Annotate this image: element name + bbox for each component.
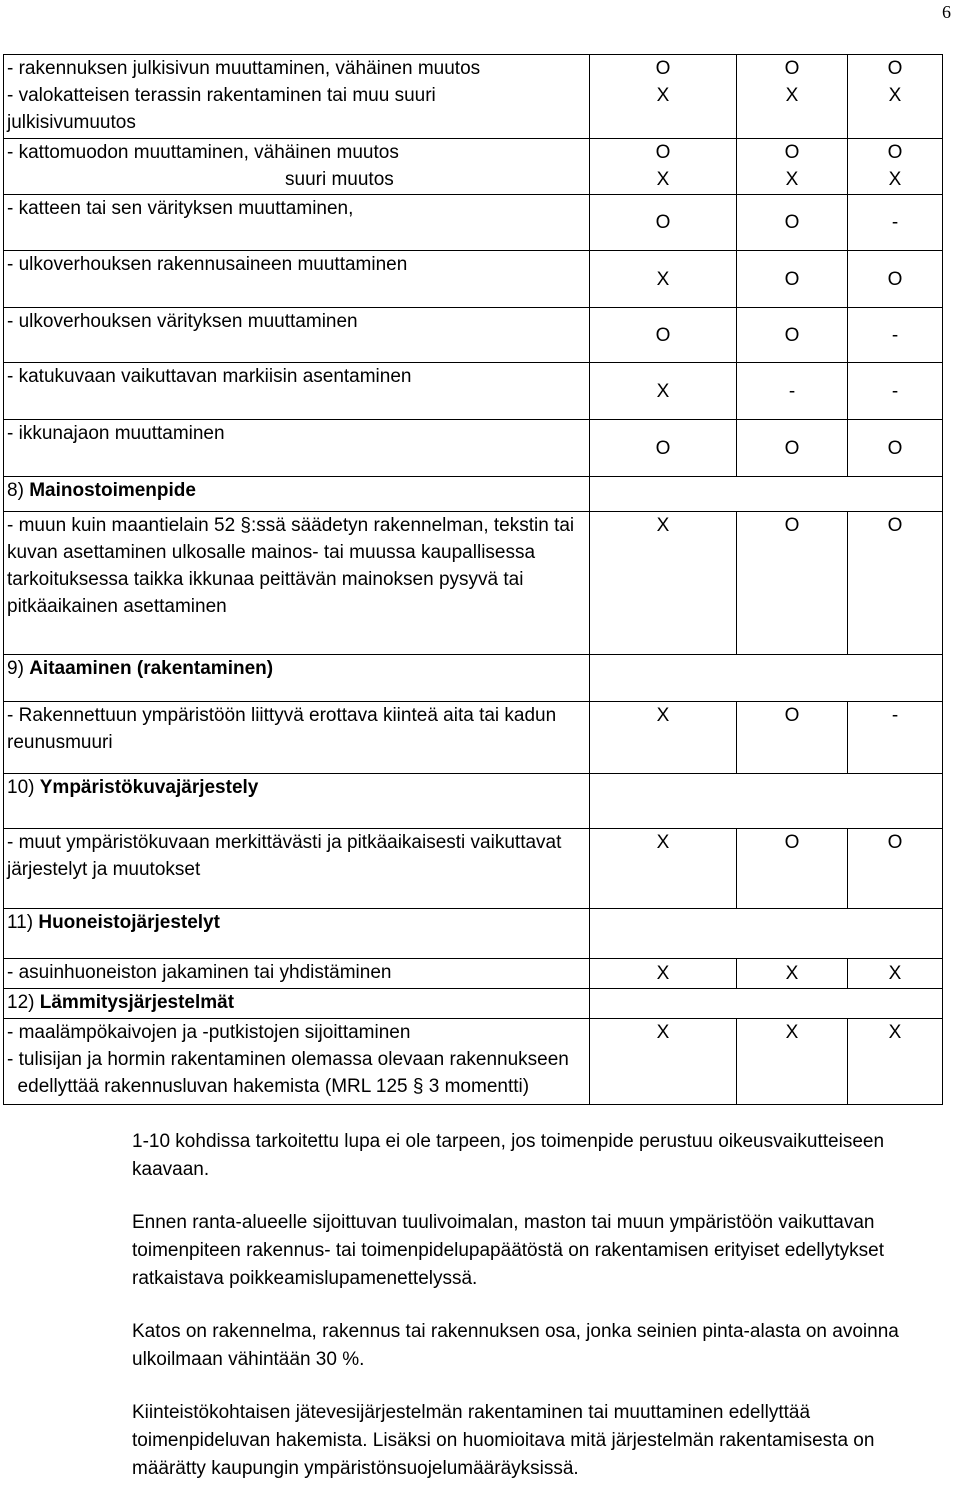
- description-line: edellyttää rakennusluvan hakemista (MRL 125 § 3 momentti): [7, 1076, 530, 1097]
- section-row: [4, 477, 943, 512]
- mark-cell: O: [737, 251, 848, 308]
- table-row: [4, 139, 943, 195]
- mark-cell: O: [848, 829, 943, 909]
- description-line: - valokatteisen terassin rakentaminen tai muu suuri: [7, 85, 436, 106]
- empty-mark-cell: [590, 655, 943, 702]
- description-cell: [4, 702, 590, 774]
- table-row: [4, 512, 943, 655]
- section-number: 9): [7, 658, 24, 679]
- description-cell: [4, 420, 590, 477]
- mark-cell: X: [848, 959, 943, 989]
- table-row: [4, 55, 943, 139]
- mark-cell: X: [737, 1019, 848, 1105]
- description-line: - maalämpökaivojen ja -putkistojen sijoittaminen: [7, 1022, 411, 1043]
- description-line: - katteen tai sen värityksen muuttaminen,: [7, 198, 354, 219]
- table-row: [4, 363, 943, 420]
- mark-cell: X: [590, 829, 737, 909]
- description-cell: [4, 512, 590, 655]
- mark-cell: O: [590, 308, 737, 363]
- empty-mark-cell: [590, 774, 943, 829]
- mark-cell: X: [590, 959, 737, 989]
- mark-cell: X: [590, 512, 737, 655]
- empty-mark-cell: [590, 477, 943, 512]
- section-title: Mainostoimenpide: [29, 480, 196, 501]
- section-row: [4, 989, 943, 1019]
- mark-cell: O: [848, 512, 943, 655]
- section-row: [4, 655, 943, 702]
- table-row: [4, 702, 943, 774]
- mark-cell: O X: [848, 55, 943, 139]
- mark-cell: -: [737, 363, 848, 420]
- description-line: - ulkoverhouksen rakennusaineen muuttaminen: [7, 254, 408, 275]
- permit-table: [3, 54, 943, 1105]
- mark-cell: O: [737, 308, 848, 363]
- permit-table-body: [4, 55, 943, 1105]
- mark-cell: O: [737, 420, 848, 477]
- mark-cell: O X: [590, 139, 737, 195]
- note-paragraph: Ennen ranta-alueelle sijoittuvan tuulivoimalan, maston tai muun ympäristöön vaikuttavan toimenpiteen rakennus- tai toimenpidelupapäätöstä on rakentamisen erityiset edellytykset ratkaistava poikkeamislupamenettelyssä.: [132, 1212, 884, 1289]
- description-cell: [4, 959, 590, 989]
- description-line: - asuinhuoneiston jakaminen tai yhdistäminen: [7, 962, 392, 983]
- section-row: [4, 774, 943, 829]
- mark-cell: O X: [737, 139, 848, 195]
- mark-cell: -: [848, 702, 943, 774]
- empty-mark-cell: [590, 989, 943, 1019]
- empty-mark-cell: [590, 909, 943, 959]
- section-heading-cell: [4, 989, 590, 1019]
- mark-cell: O: [737, 702, 848, 774]
- table-row: [4, 829, 943, 909]
- description-cell: [4, 363, 590, 420]
- description-cell: [4, 139, 590, 195]
- section-number: 8): [7, 480, 24, 501]
- section-heading-cell: [4, 655, 590, 702]
- page-number: 6: [942, 2, 951, 22]
- section-row: [4, 909, 943, 959]
- section-number: 11): [7, 912, 34, 933]
- section-heading-cell: [4, 774, 590, 829]
- mark-cell: -: [848, 195, 943, 251]
- description-line: - Rakennettuun ympäristöön liittyvä erottava kiinteä aita tai kadun: [7, 705, 557, 726]
- section-title: Aitaaminen (rakentaminen): [29, 658, 274, 679]
- mark-cell: X: [590, 1019, 737, 1105]
- mark-cell: -: [848, 308, 943, 363]
- table-row: [4, 420, 943, 477]
- description-line: - rakennuksen julkisivun muuttaminen, vähäinen muutos: [7, 58, 481, 79]
- description-line: - muun kuin maantielain 52 §:ssä säädetyn rakennelman, tekstin tai: [7, 515, 575, 536]
- description-cell: [4, 251, 590, 308]
- mark-cell: O: [737, 512, 848, 655]
- mark-cell: -: [848, 363, 943, 420]
- mark-cell: O: [590, 195, 737, 251]
- table-row: [4, 251, 943, 308]
- description-cell: [4, 195, 590, 251]
- table-row: [4, 959, 943, 989]
- mark-cell: O X: [737, 55, 848, 139]
- mark-cell: O X: [848, 139, 943, 195]
- mark-cell: X: [737, 959, 848, 989]
- mark-cell: X: [590, 702, 737, 774]
- description-cell: [4, 308, 590, 363]
- mark-cell: O: [737, 829, 848, 909]
- section-number: 12): [7, 992, 35, 1013]
- description-line: järjestelyt ja muutokset: [7, 859, 201, 880]
- section-heading-cell: [4, 477, 590, 512]
- description-line: - muut ympäristökuvaan merkittävästi ja pitkäaikaisesti vaikuttavat: [7, 832, 562, 853]
- table-row: [4, 1019, 943, 1105]
- mark-cell: O: [737, 195, 848, 251]
- description-cell: [4, 829, 590, 909]
- table-row: [4, 308, 943, 363]
- section-title: Ympäristökuvajärjestely: [39, 777, 259, 798]
- note-paragraph: 1-10 kohdissa tarkoitettu lupa ei ole tarpeen, jos toimenpide perustuu oikeusvaikutteiseen kaavaan.: [132, 1131, 885, 1180]
- description-line: suuri muutos: [285, 169, 394, 190]
- description-line: julkisivumuutos: [7, 112, 136, 133]
- description-line: tarkoituksessa taikka ikkunaa peittävän mainoksen pysyvä tai: [7, 569, 524, 590]
- mark-cell: O: [848, 251, 943, 308]
- section-title: Lämmitysjärjestelmät: [39, 992, 235, 1013]
- description-line: - tulisijan ja hormin rakentaminen olemassa olevaan rakennukseen: [7, 1049, 569, 1070]
- table-row: [4, 195, 943, 251]
- note-paragraph: Katos on rakennelma, rakennus tai rakennuksen osa, jonka seinien pinta-alasta on avoinna ulkoilmaan vähintään 30 %.: [132, 1321, 899, 1370]
- description-line: reunusmuuri: [7, 732, 113, 753]
- mark-cell: X: [590, 363, 737, 420]
- section-title: Huoneistojärjestelyt: [38, 912, 220, 933]
- description-cell: [4, 55, 590, 139]
- description-line: - ulkoverhouksen värityksen muuttaminen: [7, 311, 358, 332]
- mark-cell: O: [848, 420, 943, 477]
- mark-cell: X: [590, 251, 737, 308]
- description-line: kuvan asettaminen ulkosalle mainos- tai muussa kaupallisessa: [7, 542, 536, 563]
- section-number: 10): [7, 777, 35, 798]
- notes-section: [132, 1128, 932, 1508]
- description-line: - katukuvaan vaikuttavan markiisin asentaminen: [7, 366, 412, 387]
- note-paragraph: Kiinteistökohtaisen jätevesijärjestelmän rakentaminen tai muuttaminen edellyttää toimenpideluvan hakemista. Lisäksi on huomioitava mitä järjestelmän rakentamisesta on määrätty kaupungin ympäristönsuojelumääräyksissä.: [132, 1402, 875, 1479]
- mark-cell: X: [848, 1019, 943, 1105]
- mark-cell: O: [590, 420, 737, 477]
- description-cell: [4, 1019, 590, 1105]
- description-line: - kattomuodon muuttaminen, vähäinen muutos: [7, 142, 399, 163]
- section-heading-cell: [4, 909, 590, 959]
- mark-cell: O X: [590, 55, 737, 139]
- description-line: - ikkunajaon muuttaminen: [7, 423, 225, 444]
- description-line: pitkäaikainen asettaminen: [7, 596, 227, 617]
